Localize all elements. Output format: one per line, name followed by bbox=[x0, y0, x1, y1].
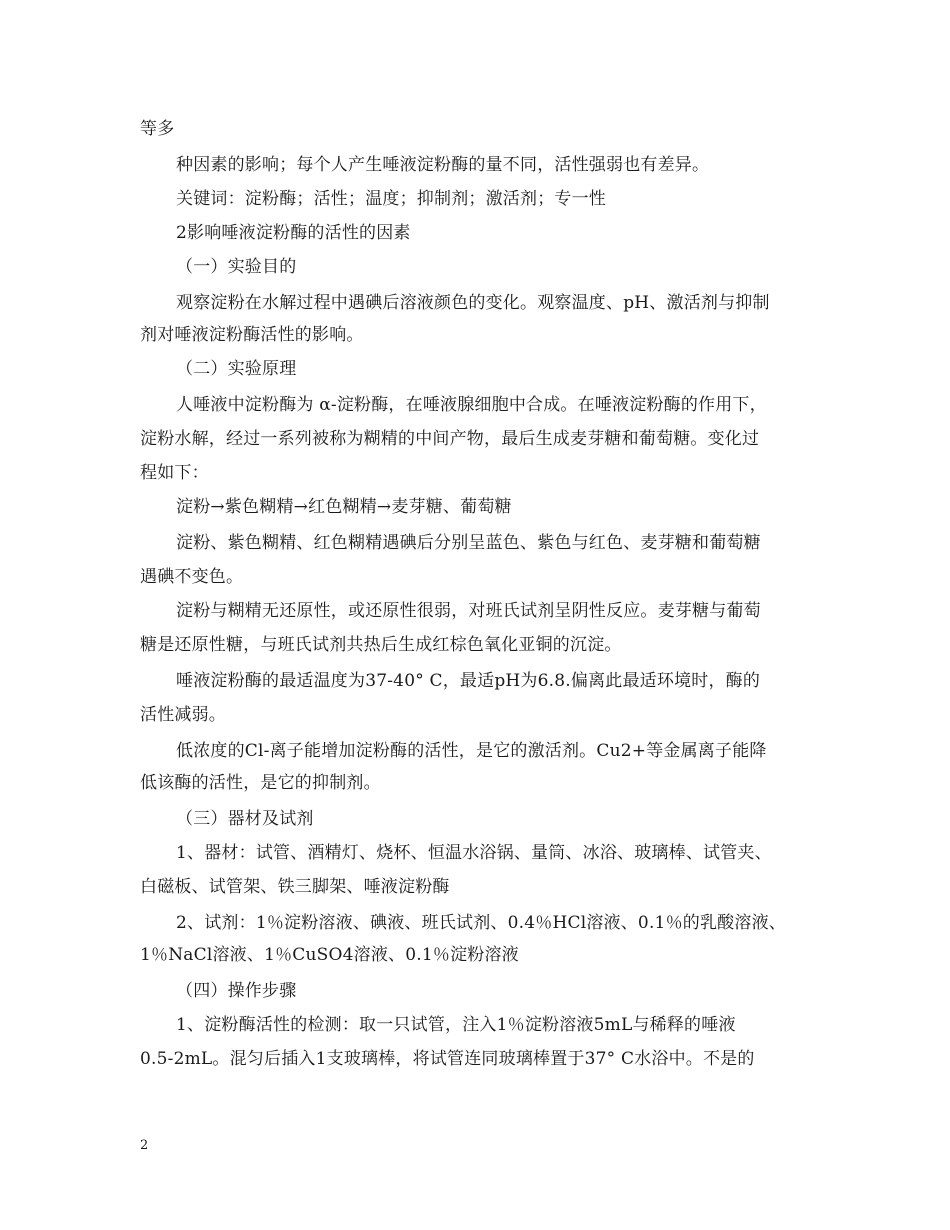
text-line: 活性减弱。 bbox=[140, 705, 226, 725]
text-line: 淀粉、紫色糊精、红色糊精遇碘后分别呈蓝色、紫色与红色、麦芽糖和葡萄糖 bbox=[176, 533, 761, 553]
text-line: 淀粉与糊精无还原性，或还原性很弱，对班氏试剂呈阴性反应。麦芽糖与葡萄 bbox=[176, 601, 761, 621]
text-line: 种因素的影响；每个人产生唾液淀粉酶的量不同，活性强弱也有差异。 bbox=[176, 155, 710, 175]
subsection-heading: （二）实验原理 bbox=[176, 359, 297, 379]
text-line: 等多 bbox=[140, 119, 175, 139]
text-line: 糖是还原性糖，与班氏试剂共热后生成红棕色氧化亚铜的沉淀。 bbox=[140, 635, 622, 655]
text-line: 0.5-2mL。混匀后插入1支玻璃棒，将试管连同玻璃棒置于37° C水浴中。不是的 bbox=[140, 1049, 755, 1069]
text-line: 低浓度的Cl-离子能增加淀粉酶的活性，是它的激活剂。Cu2+等金属离子能降 bbox=[176, 741, 767, 761]
text-line: 关键词：淀粉酶；活性；温度；抑制剂；激活剂；专一性 bbox=[176, 189, 606, 209]
text-line: 1％NaCl溶液、1％CuSO4溶液、0.1％淀粉溶液 bbox=[140, 945, 519, 965]
text-line: 淀粉水解，经过一系列被称为糊精的中间产物，最后生成麦芽糖和葡萄糖。变化过 bbox=[140, 429, 760, 449]
text-line: 白磁板、试管架、铁三脚架、唾液淀粉酶 bbox=[140, 877, 450, 897]
text-line: 唾液淀粉酶的最适温度为37-40° C，最适pH为6.8.偏离此最适环境时，酶的 bbox=[176, 671, 761, 691]
subsection-heading: （三）器材及试剂 bbox=[176, 809, 314, 829]
subsection-heading: （四）操作步骤 bbox=[176, 981, 297, 1001]
text-line: 淀粉→紫色糊精→红色糊精→麦芽糖、葡萄糖 bbox=[176, 497, 512, 517]
text-line: 低该酶的活性，是它的抑制剂。 bbox=[140, 773, 381, 793]
page-number: 2 bbox=[140, 1138, 149, 1153]
text-line: 程如下： bbox=[140, 463, 209, 483]
section-heading: 2影响唾液淀粉酶的活性的因素 bbox=[176, 223, 411, 243]
text-line: 剂对唾液淀粉酶活性的影响。 bbox=[140, 325, 364, 345]
subsection-heading: （一）实验目的 bbox=[176, 257, 297, 277]
text-line: 观察淀粉在水解过程中遇碘后溶液颜色的变化。观察温度、pH、激活剂与抑制 bbox=[176, 293, 770, 313]
text-line: 1、器材：试管、酒精灯、烧杯、恒温水浴锅、量筒、冰浴、玻璃棒、试管夹、 bbox=[176, 843, 772, 863]
text-line: 遇碘不变色。 bbox=[140, 567, 244, 587]
text-line: 2、试剂：1％淀粉溶液、碘液、班氏试剂、0.4％HCl溶液、0.1％的乳酸溶液、 bbox=[176, 913, 786, 933]
text-line: 1、淀粉酶活性的检测：取一只试管，注入1％淀粉溶液5mL与稀释的唾液 bbox=[176, 1015, 736, 1035]
text-line: 人唾液中淀粉酶为 α-淀粉酶，在唾液腺细胞中合成。在唾液淀粉酶的作用下， bbox=[176, 395, 767, 415]
